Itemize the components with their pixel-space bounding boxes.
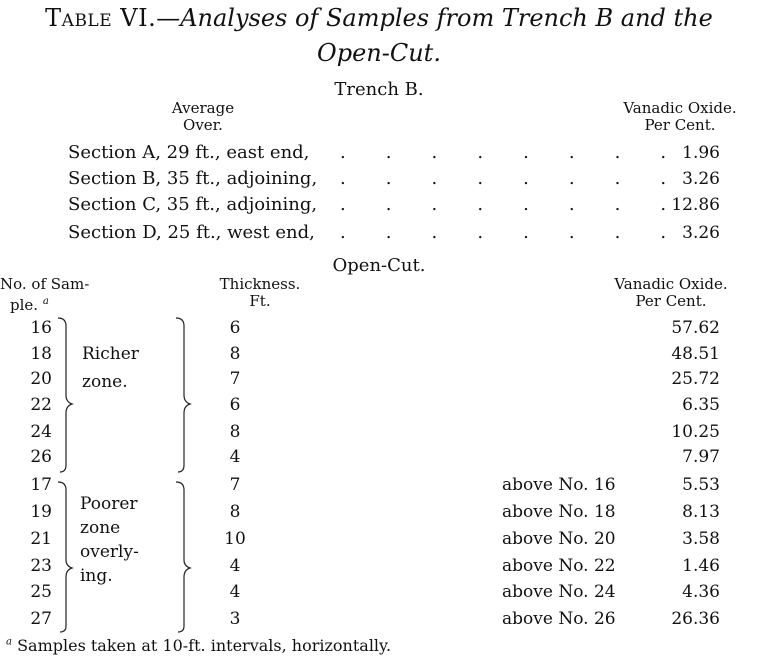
sample-thickness: 8 bbox=[229, 344, 241, 364]
sample-thickness: 3 bbox=[229, 609, 241, 629]
trench-b-row-label: Section B, 35 ft., adjoining, bbox=[68, 168, 318, 189]
sample-vanadic-value: 5.53 bbox=[682, 475, 720, 495]
sample-vanadic-value: 6.35 bbox=[682, 395, 720, 415]
sample-above-ref: above No. 18 bbox=[502, 502, 616, 522]
col-sample-line2: ple. $^a$ bbox=[10, 296, 49, 314]
trench-b-row-label: Section A, 29 ft., east end, bbox=[68, 142, 310, 163]
col-vanadic-line2: Per Cent. bbox=[644, 116, 716, 134]
leader-dots: . . . . . . . . bbox=[340, 194, 667, 215]
sample-vanadic-value: 57.62 bbox=[671, 318, 720, 338]
sample-vanadic-value: 25.72 bbox=[671, 369, 720, 389]
sample-thickness: 10 bbox=[224, 529, 246, 549]
sample-number: 23 bbox=[30, 556, 52, 576]
sample-number: 24 bbox=[30, 422, 52, 442]
poorer-zone-line2: zone bbox=[80, 518, 121, 538]
sample-number: 18 bbox=[30, 344, 52, 364]
trench-b-row-value: 1.96 bbox=[682, 143, 720, 163]
sample-thickness: 7 bbox=[229, 475, 241, 495]
sample-vanadic-value: 8.13 bbox=[682, 502, 720, 522]
trench-b-row-label: Section C, 35 ft., adjoining, bbox=[68, 194, 318, 215]
sample-number: 25 bbox=[30, 582, 52, 602]
leader-dots: . . . . . . . . bbox=[340, 168, 667, 189]
trench-b-row-value: 3.26 bbox=[682, 169, 720, 189]
title-dash: — bbox=[156, 4, 181, 32]
col-thickness-line1: Thickness. bbox=[219, 275, 301, 293]
sample-number: 22 bbox=[30, 395, 52, 415]
footnote-text: Samples taken at 10-ft. intervals, horizontally. bbox=[17, 636, 392, 655]
leader-dots: . . . . . . . . bbox=[340, 142, 667, 163]
sample-number: 27 bbox=[30, 609, 52, 629]
sample-above-ref: above No. 22 bbox=[502, 556, 616, 576]
sample-number: 21 bbox=[30, 529, 52, 549]
sample-number: 17 bbox=[30, 475, 52, 495]
sample-vanadic-value: 26.36 bbox=[671, 609, 720, 629]
col-average-line1: Average bbox=[171, 99, 235, 117]
sample-number: 20 bbox=[30, 369, 52, 389]
poorer-zone-line1: Poorer bbox=[80, 494, 138, 514]
richer-left-brace bbox=[58, 318, 72, 472]
col-vanadic-line1: Vanadic Oxide. bbox=[623, 99, 737, 117]
sample-vanadic-value: 3.58 bbox=[682, 529, 720, 549]
sample-thickness: 4 bbox=[229, 556, 241, 576]
sample-above-ref: above No. 16 bbox=[502, 475, 616, 495]
poorer-left-brace bbox=[58, 482, 72, 632]
richer-zone-line1: Richer bbox=[82, 344, 139, 364]
sample-vanadic-value: 48.51 bbox=[671, 344, 720, 364]
poorer-right-brace bbox=[176, 482, 190, 632]
sample-thickness: 6 bbox=[229, 318, 241, 338]
title-text-line2: Open-Cut. bbox=[317, 39, 441, 67]
sample-above-ref: above No. 24 bbox=[502, 582, 616, 602]
sample-above-ref: above No. 26 bbox=[502, 609, 616, 629]
poorer-zone-line3: overly- bbox=[80, 542, 139, 562]
sample-number: 16 bbox=[30, 318, 52, 338]
trench-b-heading: Trench B. bbox=[334, 79, 424, 100]
sample-vanadic-value: 1.46 bbox=[682, 556, 720, 576]
trench-b-row-value: 12.86 bbox=[671, 195, 720, 215]
sample-thickness: 4 bbox=[229, 582, 241, 602]
title-text-line1: Analyses of Samples from Trench B and the bbox=[180, 4, 713, 32]
sample-thickness: 8 bbox=[229, 422, 241, 442]
col-thickness-line2: Ft. bbox=[249, 292, 271, 310]
sample-vanadic-value: 7.97 bbox=[682, 447, 720, 467]
col-vanadic2-line1: Vanadic Oxide. bbox=[614, 275, 728, 293]
col-sample-line1: No. of Sam- bbox=[0, 275, 90, 293]
sample-thickness: 8 bbox=[229, 502, 241, 522]
footnote-marker-ref: a bbox=[42, 296, 49, 307]
sample-above-ref: above No. 20 bbox=[502, 529, 616, 549]
sample-number: 26 bbox=[30, 447, 52, 467]
sample-vanadic-value: 4.36 bbox=[682, 582, 720, 602]
sample-thickness: 6 bbox=[229, 395, 241, 415]
table-label: Table VI. bbox=[45, 4, 157, 32]
sample-thickness: 7 bbox=[229, 369, 241, 389]
col-average-line2: Over. bbox=[183, 116, 223, 134]
sample-number: 19 bbox=[30, 502, 52, 522]
col-vanadic2-line2: Per Cent. bbox=[635, 292, 707, 310]
richer-zone-line2: zone. bbox=[82, 372, 128, 392]
poorer-zone-line4: ing. bbox=[80, 566, 113, 586]
open-cut-heading: Open-Cut. bbox=[332, 255, 426, 276]
footnote bbox=[6, 636, 391, 655]
footnote-marker: a bbox=[6, 636, 12, 648]
trench-b-row-label: Section D, 25 ft., west end, bbox=[68, 222, 315, 243]
richer-right-brace bbox=[176, 318, 190, 472]
sample-thickness: 4 bbox=[229, 447, 241, 467]
sample-vanadic-value: 10.25 bbox=[671, 422, 720, 442]
trench-b-row-value: 3.26 bbox=[682, 223, 720, 243]
leader-dots: . . . . . . . . bbox=[340, 222, 667, 243]
